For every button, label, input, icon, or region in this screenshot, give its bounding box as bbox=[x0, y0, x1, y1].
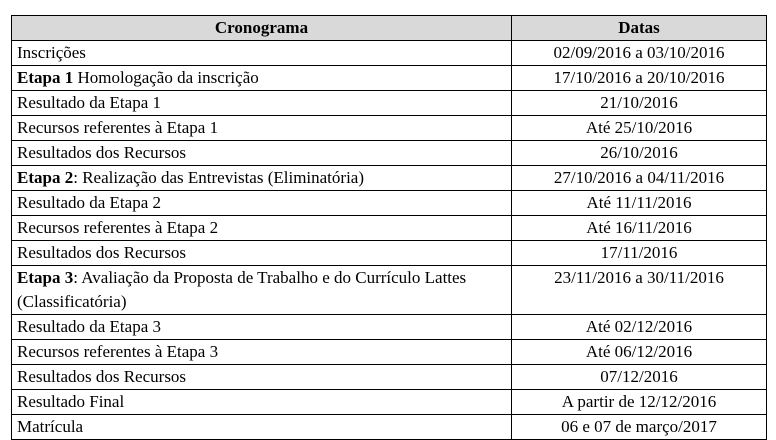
table-row bbox=[12, 365, 767, 390]
table-row bbox=[12, 41, 767, 66]
date-cell: 21/10/2016 bbox=[512, 91, 767, 116]
table-row bbox=[12, 141, 767, 166]
event-label: Resultados dos Recursos bbox=[17, 243, 187, 262]
event-cell bbox=[12, 166, 512, 191]
table-row bbox=[12, 116, 767, 141]
event-cell bbox=[12, 390, 512, 415]
event-label: Recursos referentes à Etapa 3 bbox=[17, 342, 219, 361]
schedule-table bbox=[11, 15, 767, 440]
header-cronograma: Cronograma bbox=[12, 16, 512, 41]
event-cell bbox=[12, 191, 512, 216]
event-cell bbox=[12, 241, 512, 266]
date-cell: Até 11/11/2016 bbox=[512, 191, 767, 216]
event-stage-label: Etapa 2 bbox=[17, 168, 74, 187]
event-label: : Realização das Entrevistas (Eliminatória) bbox=[73, 168, 364, 187]
table-row bbox=[12, 415, 767, 440]
table-row bbox=[12, 91, 767, 116]
schedule-table-body bbox=[12, 41, 767, 440]
table-row bbox=[12, 66, 767, 91]
event-cell bbox=[12, 340, 512, 365]
event-cell bbox=[12, 315, 512, 340]
event-label: Homologação da inscrição bbox=[73, 68, 259, 87]
event-cell bbox=[12, 216, 512, 241]
event-label: : Avaliação da Proposta de Trabalho e do Currículo Lattes (Classificatória) bbox=[17, 268, 467, 311]
date-cell: Até 06/12/2016 bbox=[512, 340, 767, 365]
schedule-table-header bbox=[12, 16, 767, 41]
date-cell: 17/10/2016 a 20/10/2016 bbox=[512, 66, 767, 91]
header-row bbox=[12, 16, 767, 41]
event-stage-label: Etapa 3 bbox=[17, 268, 74, 287]
event-cell bbox=[12, 266, 512, 315]
table-row bbox=[12, 241, 767, 266]
event-label: Recursos referentes à Etapa 1 bbox=[17, 118, 219, 137]
date-cell: 02/09/2016 a 03/10/2016 bbox=[512, 41, 767, 66]
event-label: Resultado da Etapa 2 bbox=[17, 193, 161, 212]
table-row bbox=[12, 266, 767, 315]
table-row bbox=[12, 216, 767, 241]
table-row bbox=[12, 315, 767, 340]
date-cell: Até 16/11/2016 bbox=[512, 216, 767, 241]
event-cell bbox=[12, 66, 512, 91]
event-label: Resultado Final bbox=[17, 392, 125, 411]
event-cell bbox=[12, 116, 512, 141]
event-cell bbox=[12, 141, 512, 166]
event-cell bbox=[12, 365, 512, 390]
date-cell: 07/12/2016 bbox=[512, 365, 767, 390]
event-stage-label: Etapa 1 bbox=[17, 68, 74, 87]
table-row bbox=[12, 191, 767, 216]
header-datas: Datas bbox=[512, 16, 767, 41]
table-row bbox=[12, 166, 767, 191]
date-cell: 26/10/2016 bbox=[512, 141, 767, 166]
date-cell: 17/11/2016 bbox=[512, 241, 767, 266]
table-row bbox=[12, 340, 767, 365]
event-label: Matrícula bbox=[17, 417, 84, 436]
event-label: Resultado da Etapa 1 bbox=[17, 93, 161, 112]
event-label: Inscrições bbox=[17, 43, 86, 62]
table-row bbox=[12, 390, 767, 415]
event-label: Recursos referentes à Etapa 2 bbox=[17, 218, 219, 237]
event-cell bbox=[12, 41, 512, 66]
event-label: Resultado da Etapa 3 bbox=[17, 317, 161, 336]
date-cell: 06 e 07 de março/2017 bbox=[512, 415, 767, 440]
event-cell bbox=[12, 415, 512, 440]
date-cell: A partir de 12/12/2016 bbox=[512, 390, 767, 415]
date-cell: 27/10/2016 a 04/11/2016 bbox=[512, 166, 767, 191]
date-cell: Até 25/10/2016 bbox=[512, 116, 767, 141]
event-label: Resultados dos Recursos bbox=[17, 143, 187, 162]
event-label: Resultados dos Recursos bbox=[17, 367, 187, 386]
date-cell: 23/11/2016 a 30/11/2016 bbox=[512, 266, 767, 315]
event-cell bbox=[12, 91, 512, 116]
date-cell: Até 02/12/2016 bbox=[512, 315, 767, 340]
